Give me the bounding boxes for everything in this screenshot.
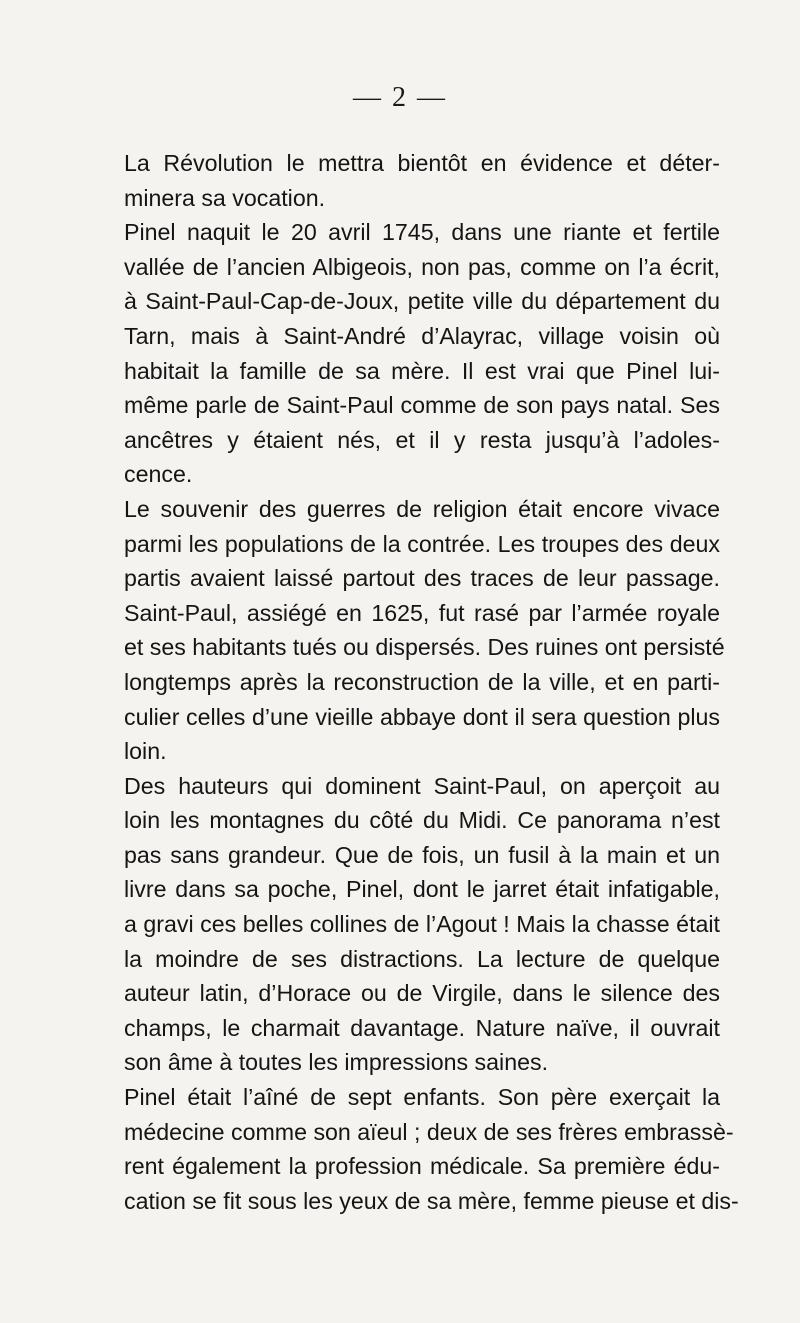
text-line: cation se fit sous les yeux de sa mère, femme pieuse et dis- (124, 1187, 739, 1214)
text-line: habitait la famille de sa mère. Il est vrai que Pinel lui- (124, 357, 720, 384)
text-line: son âme à toutes les impressions saines. (124, 1049, 549, 1076)
text-line: Saint-Paul, assiégé en 1625, fut rasé par l’armée royale (124, 599, 720, 626)
paragraph (124, 1080, 739, 1218)
text-body (124, 146, 739, 1218)
text-line: minera sa vocation. (124, 184, 326, 211)
text-line: loin les montagnes du côté du Midi. Ce panorama n’est (124, 807, 720, 834)
text-line: Des hauteurs qui dominent Saint-Paul, on aperçoit au (124, 772, 720, 799)
text-line: rent également la profession médicale. Sa première édu- (124, 1153, 720, 1180)
text-line: vallée de l’ancien Albigeois, non pas, comme on l’a écrit, (124, 253, 720, 280)
text-line: auteur latin, d’Horace ou de Virgile, dans le silence des (124, 980, 720, 1007)
text-line: ancêtres y étaient nés, et il y resta jusqu’à l’adoles- (124, 426, 720, 453)
paragraph (124, 769, 720, 1080)
text-line: pas sans grandeur. Que de fois, un fusil à la main et un (124, 841, 720, 868)
text-line: Pinel naquit le 20 avril 1745, dans une riante et fertile (124, 219, 720, 246)
text-line: Tarn, mais à Saint-André d’Alayrac, village voisin où (124, 322, 720, 349)
text-line: a gravi ces belles collines de l’Agout ! Mais la chasse était (124, 911, 720, 938)
text-line: partis avaient laissé partout des traces de leur passage. (124, 565, 720, 592)
text-line: même parle de Saint-Paul comme de son pays natal. Ses (124, 392, 720, 419)
text-line: Pinel était l’aîné de sept enfants. Son père exerçait la (124, 1084, 720, 1111)
text-line: médecine comme son aïeul ; deux de ses frères embrassè- (124, 1118, 734, 1145)
paragraph (124, 215, 720, 492)
text-line: loin. (124, 738, 167, 765)
text-line: parmi les populations de la contrée. Les troupes des deux (124, 530, 720, 557)
text-line: livre dans sa poche, Pinel, dont le jarret était infatigable, (124, 876, 720, 903)
text-line: La Révolution le mettra bientôt en évidence et déter- (124, 150, 720, 176)
text-line: culier celles d’une vieille abbaye dont il sera question plus (124, 703, 720, 730)
text-line: longtemps après la reconstruction de la ville, et en parti- (124, 668, 720, 695)
page-number: — 2 — (353, 82, 447, 113)
text-line: à Saint-Paul-Cap-de-Joux, petite ville du département du (124, 288, 720, 315)
paragraph (124, 492, 725, 769)
text-line: champs, le charmait davantage. Nature naïve, il ouvrait (124, 1014, 720, 1041)
text-line: et ses habitants tués ou dispersés. Des ruines ont persisté (124, 634, 725, 661)
text-line: la moindre de ses distractions. La lecture de quelque (124, 945, 720, 972)
text-line: cence. (124, 461, 193, 488)
paragraph (124, 146, 720, 215)
text-line: Le souvenir des guerres de religion était encore vivace (124, 495, 720, 522)
